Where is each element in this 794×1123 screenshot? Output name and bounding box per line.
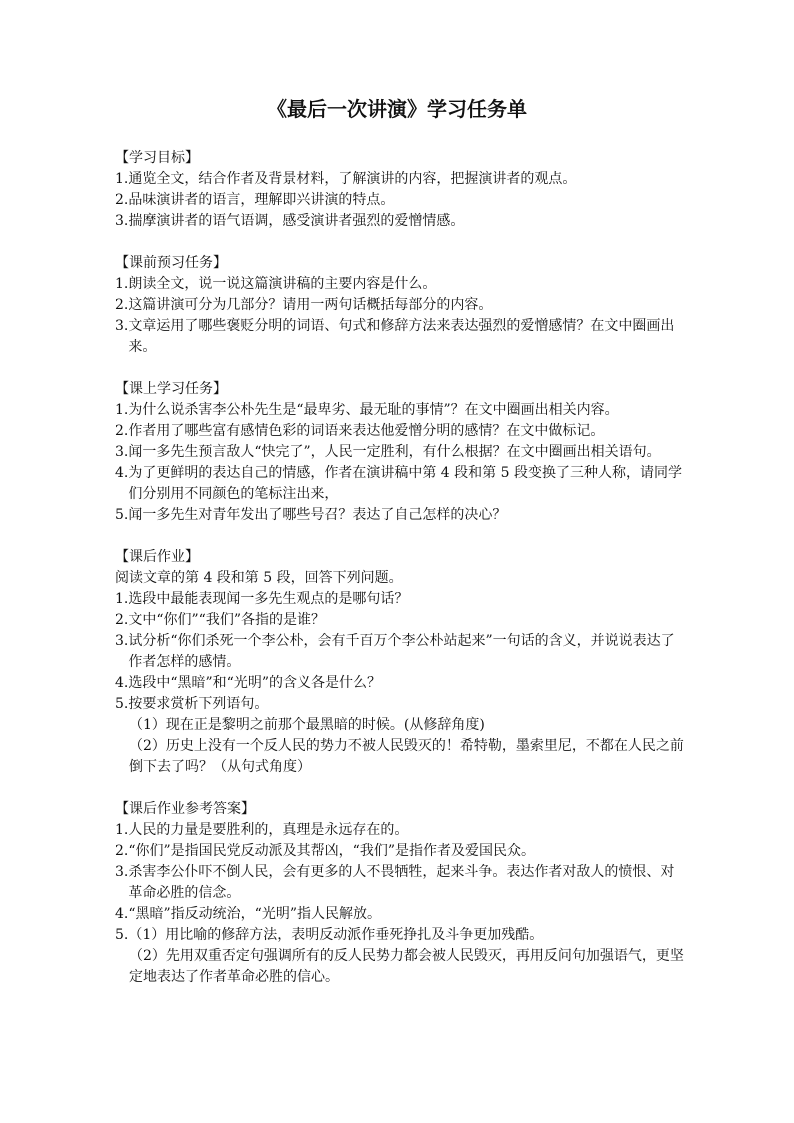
list-item	[115, 631, 685, 673]
section-heading: 【课上学习任务】	[115, 381, 227, 397]
page-title: 《最后一次讲演》学习任务单	[267, 97, 527, 121]
list-item	[115, 316, 685, 358]
sub-item	[115, 715, 685, 736]
list-item	[115, 400, 685, 421]
item-number: 3.	[115, 318, 129, 334]
section-heading: 【课前预习任务】	[115, 255, 227, 271]
list-item	[115, 925, 685, 946]
item-text: 杀害李公仆吓不倒人民，会有更多的人不畏牺牲，起来斗争。表达作者对敌人的愤恨、对革命必胜的信念。	[128, 864, 675, 901]
document-body	[115, 148, 685, 1009]
item-text: 闻一多先生对青年发出了哪些号召？表达了自己怎样的决心？	[128, 507, 507, 523]
sub-item-text: （1）现在正是黎明之前那个最黑暗的时候。(从修辞角度)	[129, 717, 485, 733]
item-list	[115, 169, 685, 232]
list-item	[115, 694, 685, 715]
item-number: 2.	[115, 612, 129, 628]
item-number: 5.	[115, 696, 129, 712]
item-number: 4.	[115, 675, 129, 691]
item-text: 朗读全文，说一说这篇演讲稿的主要内容是什么。	[128, 276, 437, 292]
item-number: 5.	[115, 507, 129, 523]
item-text: 闻一多先生预言敌人“快完了”，人民一定胜利，有什么根据？在文中圈画出相关语句。	[128, 444, 661, 460]
item-list	[115, 589, 685, 715]
section-heading: 【课后作业】	[115, 549, 199, 565]
list-item	[115, 589, 685, 610]
item-text: 品味演讲者的语言，理解即兴讲演的特点。	[128, 192, 395, 208]
item-number: 1.	[115, 591, 129, 607]
item-number: 1.	[115, 171, 129, 187]
list-item	[115, 610, 685, 631]
section-heading: 【学习目标】	[115, 150, 199, 166]
item-number: 3.	[115, 864, 129, 880]
sub-item	[115, 736, 685, 778]
list-item	[115, 904, 685, 925]
list-item	[115, 211, 685, 232]
sub-item-text: （2）历史上没有一个反人民的势力不被人民毁灭的！希特勒，墨索里尼，不都在人民之前倒下去了吗？（从句式角度）	[129, 738, 684, 775]
list-item	[115, 190, 685, 211]
section-preview-tasks	[115, 253, 685, 358]
item-number: 1.	[115, 822, 129, 838]
list-item	[115, 295, 685, 316]
item-number: 3.	[115, 213, 129, 229]
list-item	[115, 673, 685, 694]
list-item	[115, 820, 685, 841]
item-text: 为什么说杀害李公朴先生是“最卑劣、最无耻的事情”？在文中圈画出相关内容。	[128, 402, 619, 418]
item-number: 2.	[115, 423, 129, 439]
list-item	[115, 421, 685, 442]
item-number: 4.	[115, 906, 129, 922]
item-number: 2.	[115, 192, 129, 208]
item-text: （1）用比喻的修辞方法，表明反动派作垂死挣扎及斗争更加残酷。	[128, 927, 544, 943]
item-number: 3.	[115, 633, 129, 649]
list-item	[115, 841, 685, 862]
list-item	[115, 442, 685, 463]
sub-item-text: （2）先用双重否定句强调所有的反人民势力都会被人民毁灭，再用反问句加强语气，更坚定地表达了作者革命必胜的信心。	[129, 948, 684, 985]
item-list	[115, 400, 685, 526]
section-homework	[115, 547, 685, 778]
item-text: 选段中最能表现闻一多先生观点的是哪句话？	[128, 591, 409, 607]
item-text: 为了更鲜明的表达自己的情感，作者在演讲稿中第 4 段和第 5 段变换了三种人称，请同学们分别用不同颜色的笔标注出来，	[128, 465, 682, 502]
list-item	[115, 169, 685, 190]
item-text: 这篇讲演可分为几部分？请用一两句话概括每部分的内容。	[128, 297, 493, 313]
item-list	[115, 820, 685, 946]
item-number: 5.	[115, 927, 129, 943]
section-answers	[115, 799, 685, 988]
item-number: 4.	[115, 465, 129, 481]
item-number: 1.	[115, 402, 129, 418]
item-text: “黑暗”指反动统治，“光明”指人民解放。	[128, 906, 381, 922]
sub-item	[115, 946, 685, 988]
item-text: 按要求赏析下列语句。	[128, 696, 269, 712]
item-text: 人民的力量是要胜利的，真理是永远存在的。	[128, 822, 409, 838]
item-text: 文中“你们”“我们”各指的是谁？	[128, 612, 325, 628]
item-number: 3.	[115, 444, 129, 460]
list-item	[115, 505, 685, 526]
item-text: 选段中“黑暗”和“光明”的含义各是什么？	[128, 675, 381, 691]
item-number: 1.	[115, 276, 129, 292]
section-learning-goals	[115, 148, 685, 232]
list-item	[115, 463, 685, 505]
item-list	[115, 274, 685, 358]
item-text: 文章运用了哪些褒贬分明的词语、句式和修辞方法来表达强烈的爱憎感情？在文中圈画出来。	[128, 318, 675, 355]
item-number: 2.	[115, 297, 129, 313]
item-text: 作者用了哪些富有感情色彩的词语来表达他爱憎分明的感情？在文中做标记。	[128, 423, 605, 439]
item-text: 通览全文，结合作者及背景材料，了解演讲的内容，把握演讲者的观点。	[128, 171, 577, 187]
section-heading: 【课后作业参考答案】	[115, 801, 255, 817]
item-text: “你们”是指国民党反动派及其帮凶，“我们”是指作者及爱国民众。	[128, 843, 535, 859]
section-intro: 阅读文章的第 4 段和第 5 段，回答下列问题。	[115, 570, 403, 586]
item-text: 试分析“你们杀死一个李公朴，会有千百万个李公朴站起来”一句话的含义，并说说表达了作者怎样的感情。	[128, 633, 675, 670]
list-item	[115, 862, 685, 904]
item-text: 揣摩演讲者的语气语调，感受演讲者强烈的爱憎情感。	[128, 213, 465, 229]
item-number: 2.	[115, 843, 129, 859]
section-class-tasks	[115, 379, 685, 526]
list-item	[115, 274, 685, 295]
